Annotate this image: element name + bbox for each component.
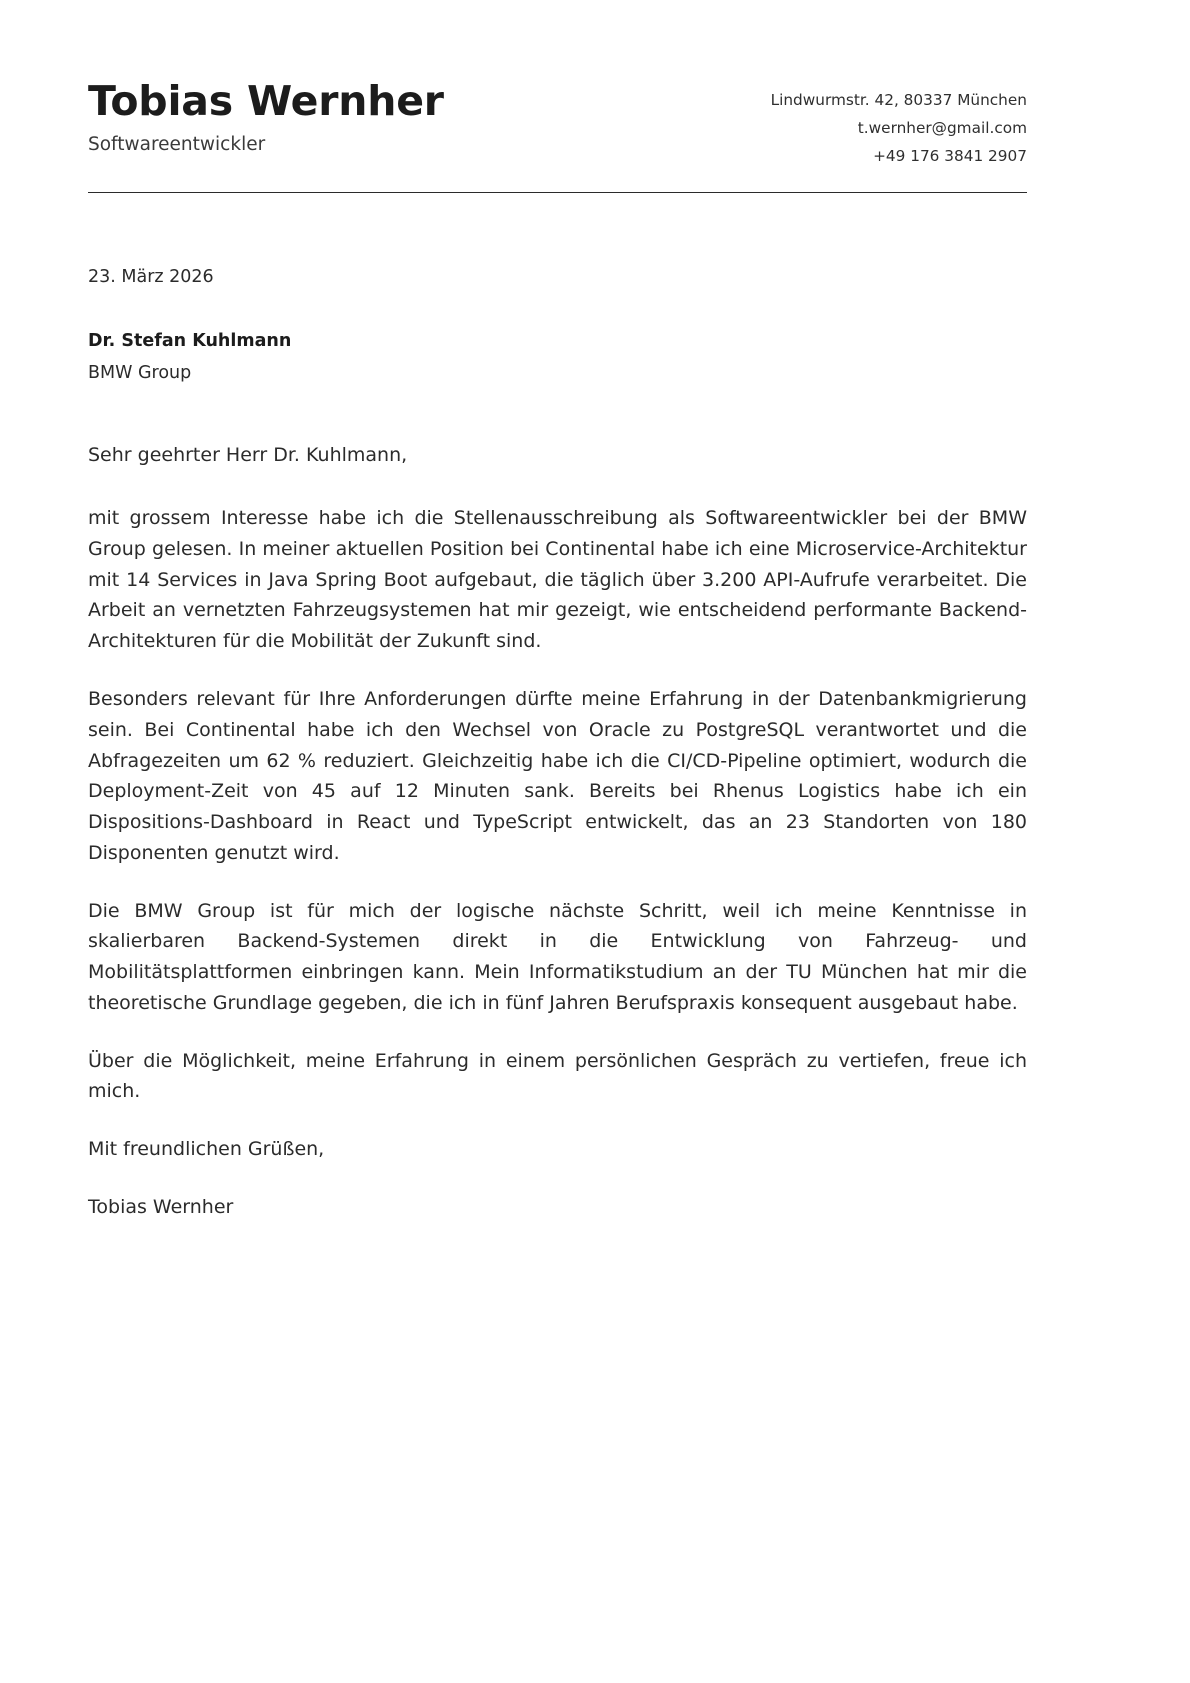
closing-line: Mit freundlichen Grüßen, xyxy=(88,1138,325,1161)
letterhead xyxy=(88,78,1027,193)
contact-block xyxy=(771,78,1027,170)
letter-body xyxy=(88,441,1027,1223)
applicant-name: Tobias Wernher xyxy=(88,77,444,125)
salutation: Sehr geehrter Herr Dr. Kuhlmann, xyxy=(88,443,408,466)
recipient-block xyxy=(88,329,1027,387)
body-paragraph: mit grossem Interesse habe ich die Stellenausschreibung als Softwareentwickler bei der BMW Group gelesen. In meiner aktuellen Position bei Continental habe ich eine Microservice-Architektur mit 14 Services in Java Spring Boot aufgebaut, die täglich über 3.200 API-Aufrufe verarbeitet. Die Arbeit an vernetzten Fahrzeugsystemen hat mir gezeigt, wie entscheidend performante Backend-Architekturen für die Mobilität der Zukunft sind. xyxy=(88,507,1027,653)
body-paragraph: Die BMW Group ist für mich der logische nächste Schritt, weil ich meine Kenntnisse in skalierbaren Backend-Systemen direkt in die Entwicklung von Fahrzeug- und Mobilitätsplattformen einbringen kann. Mein Informatikstudium an der TU München hat mir die theoretische Grundlage gegeben, die ich in fünf Jahren Berufspraxis konsequent ausgebaut habe. xyxy=(88,899,1027,1014)
applicant-role: Softwareentwickler xyxy=(88,134,266,156)
contact-address: Lindwurmstr. 42, 80337 München xyxy=(770,91,1027,109)
recipient-name: Dr. Stefan Kuhlmann xyxy=(88,330,292,351)
letter-date: 23. März 2026 xyxy=(88,267,214,288)
recipient-company: BMW Group xyxy=(88,363,192,384)
body-paragraph: Besonders relevant für Ihre Anforderungen dürfte meine Erfahrung in der Datenbankmigrierung sein. Bei Continental habe ich den Wechsel von Oracle zu PostgreSQL verantwortet und die Abfragezeiten um 62 % reduziert. Gleichzeitig habe ich die CI/CD-Pipeline optimiert, wodurch die Deployment-Zeit von 45 auf 12 Minuten sank. Bereits bei Rhenus Logistics habe ich ein Dispositions-Dashboard in React und TypeScript entwickelt, das an 23 Standorten von 180 Disponenten genutzt wird. xyxy=(88,688,1027,864)
body-paragraph: Über die Möglichkeit, meine Erfahrung in einem persönlichen Gespräch zu vertiefen, freue ich mich. xyxy=(88,1049,1027,1103)
signature-name: Tobias Wernher xyxy=(88,1195,234,1218)
letter-meta xyxy=(88,265,1027,386)
identity-block xyxy=(88,78,444,157)
contact-email[interactable]: t.wernher@gmail.com xyxy=(857,118,1027,137)
contact-phone[interactable]: +49 176 3841 2907 xyxy=(873,146,1027,165)
